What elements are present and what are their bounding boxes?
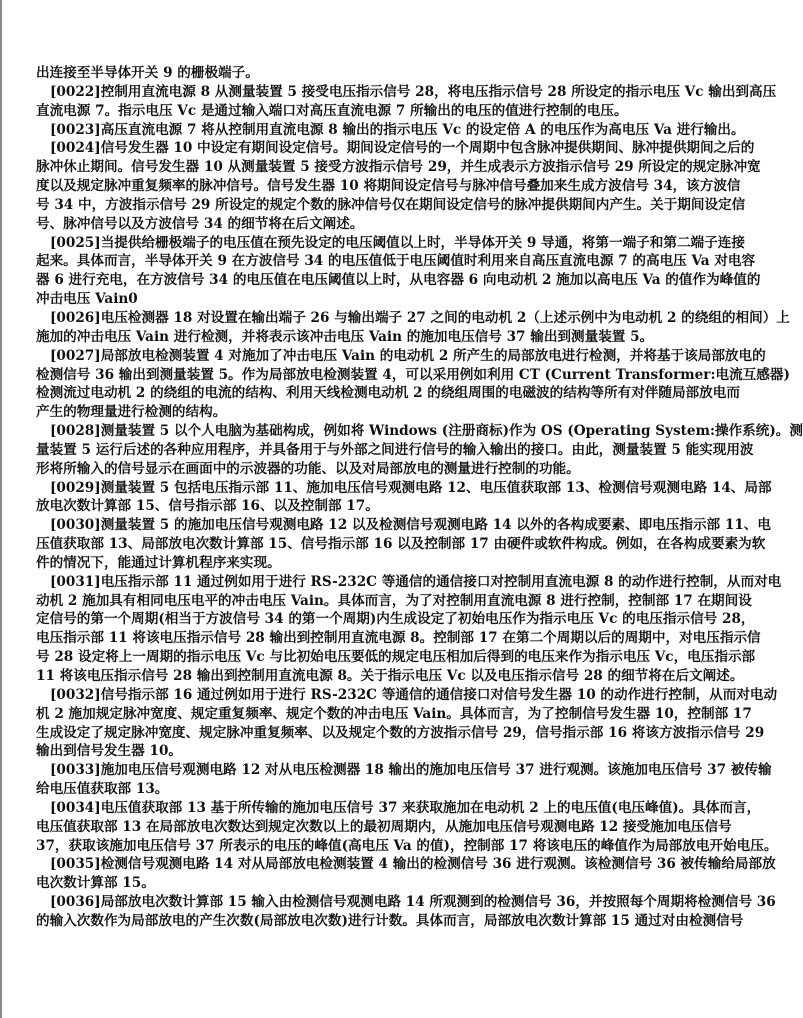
paragraph <box>36 422 803 479</box>
text-line: 37，获取该施加电压信号 37 所表示的电压的峰值(高电压 Va 的值)，控制部 17 将该电压的峰值作为局部放电开始电压。 <box>36 837 778 854</box>
text-line: [0025]当提供给栅极端子的电压值在预先设定的电压阈值以上时，半导体开关 9 导通，将第一端子和第二端子连接 <box>50 234 745 251</box>
text-line: 出连接至半导体开关 9 的栅极端子。 <box>36 65 259 81</box>
paragraph <box>36 893 776 931</box>
paragraph <box>36 855 776 893</box>
text-line: 生成设定了规定脉冲宽度、规定脉冲重复频率、以及规定个数的方波指示信号 29，信号指示部 16 将该方波指示信号 29 <box>36 724 765 741</box>
text-line: 器 6 进行充电，在方波信号 34 的电压值在电压阈值以上时，从电容器 6 向电动机 2 施加以高电压 Va 的值作为峰值的 <box>36 272 761 289</box>
text-line: 输出到信号发生器 10。 <box>36 743 182 760</box>
text-line: [0028]测量装置 5 以个人电脑为基础构成，例如将 Windows (注册商标)作为 OS (Operating System:操作系统)。测 <box>50 423 803 440</box>
paragraph <box>36 234 761 309</box>
text-line: 的输入次数作为局部放电的产生次数(局部放电次数)进行计数。具体而言，局部放电次数计算部 15 通过对由检测信号 <box>36 912 744 929</box>
paragraph <box>36 479 772 517</box>
text-line: [0029]测量装置 5 包括电压指示部 11、施加电压信号观测电路 12、电压值获取部 13、检测信号观测电路 14、局部 <box>50 479 772 496</box>
text-line: 电压指示部 11 将该电压指示信号 28 输出到控制用直流电源 8。控制部 17 在第二个周期以后的周期中，对电压指示信 <box>36 630 761 647</box>
text-line: [0032]信号指示部 16 通过例如用于进行 RS-232C 等通信的通信接口对信号发生器 10 的动作进行控制，从而对电动 <box>50 686 778 703</box>
document-body <box>36 64 803 931</box>
text-line: 产生的物理量进行检测的结构。 <box>36 404 227 421</box>
text-line: [0026]电压检测器 18 对设置在输出端子 26 与输出端子 27 之间的电动机 2（上述示例中为电动机 2 的绕组的相间）上 <box>50 309 790 326</box>
text-line: 11 将该电压指示信号 28 输出到控制用直流电源 8。关于指示电压 Vc 以及电压指示信号 28 的细节将在后文阐述。 <box>36 668 744 684</box>
text-line: 电压值获取部 13 在局部放电次数达到规定次数以上的最初周期内，从施加电压信号观测电路 12 接受施加电压信号 <box>36 818 732 835</box>
text-line: 动机 2 施加具有相同电压电平的冲击电压 Vain。具体而言，为了对控制用直流电源 8 进行控制，控制部 17 在期间设 <box>36 592 752 609</box>
text-line: [0035]检测信号观测电路 14 对从局部放电检测装置 4 输出的检测信号 36 进行观测。该检测信号 36 被传输给局部放 <box>50 856 776 873</box>
text-line: 号、脉冲信号以及方波信号 34 的细节将在后文阐述。 <box>36 215 364 232</box>
text-line: [0034]电压值获取部 13 基于所传输的施加电压信号 37 来获取施加在电动机 2 上的电压值(电压峰值)。具体而言， <box>50 799 761 816</box>
text-line: 脉冲休止期间。信号发生器 10 从测量装置 5 接受方波指示信号 29，并生成表示方波指示信号 29 所设定的规定脉冲宽 <box>36 159 761 176</box>
text-line: [0022]控制用直流电源 8 从测量装置 5 接受电压指示信号 28，将电压指示信号 28 所设定的指示电压 Vc 输出到高压 <box>50 83 777 100</box>
text-line: 压值获取部 13、局部放电次数计算部 15、信号指示部 16 以及控制部 17 由硬件或软件构成。例如，在各构成要素为软 <box>36 536 766 553</box>
text-line: [0036]局部放电次数计算部 15 输入由检测信号观测电路 14 所观测到的检测信号 36，并按照每个周期将检测信号 36 <box>50 894 776 911</box>
text-line: 起来。具体而言，半导体开关 9 在方波信号 34 的电压值低于电压阈值时利用来自高压直流电源 7 的高电压 Va 对电容 <box>36 253 756 270</box>
paragraph <box>36 573 782 686</box>
paragraph <box>36 139 761 233</box>
text-line: 电次数计算部 15。 <box>36 875 155 892</box>
text-line: [0027]局部放电检测装置 4 对施加了冲击电压 Vain 的电动机 2 所产生的局部放电进行检测，并将基于该局部放电的 <box>50 347 766 364</box>
text-line: 施加的冲击电压 Vain 进行检测，并将表示该冲击电压 Vain 的施加电压信号 37 输出到测量装置 5。 <box>36 328 654 345</box>
page-left-border <box>0 0 2 1018</box>
paragraph <box>36 64 688 83</box>
paragraph <box>36 799 778 856</box>
text-line: 直流电源 7。指示电压 Vc 是通过输入端口对高压直流电源 7 所输出的电压的值进行控制的电压。 <box>36 102 628 119</box>
paragraph <box>36 516 771 573</box>
text-line: 冲击电压 Vain0 <box>36 291 138 308</box>
text-line: [0030]测量装置 5 的施加电压信号观测电路 12 以及检测信号观测电路 14 以外的各构成要素、即电压指示部 11、电 <box>50 517 771 534</box>
text-line: 件的情况下，能通过计算机程序来实现。 <box>36 554 281 571</box>
text-line: 机 2 施加规定脉冲宽度、规定重复频率、规定个数的冲击电压 Vain。具体而言，为了控制信号发生器 10，控制部 17 <box>36 705 752 722</box>
text-line: 号 28 设定将上一周期的指示电压 Vc 与比初始电压要低的规定电压相加后得到的电压来作为指示电压 Vc，电压指示部 <box>36 649 756 666</box>
text-line: 度以及规定脉冲重复频率的脉冲信号。信号发生器 10 将期间设定信号与脉冲信号叠加来生成方波信号 34，该方波信 <box>36 178 741 195</box>
paragraph <box>36 686 778 761</box>
text-line: 给电压值获取部 13。 <box>36 781 169 798</box>
text-line: [0024]信号发生器 10 中设定有期间设定信号。期间设定信号的一个周期中包含脉冲提供期间、脉冲提供期间之后的 <box>50 140 755 157</box>
text-line: 定信号的第一个周期(相当于方波信号 34 的第一个周期)内生成设定了初始电压作为指示电压 Vc 的电压指示信号 28， <box>36 611 755 628</box>
text-line: [0031]电压指示部 11 通过例如用于进行 RS-232C 等通信的通信接口对控制用直流电源 8 的动作进行控制，从而对电 <box>50 573 782 590</box>
text-line: [0033]施加电压信号观测电路 12 对从电压检测器 18 输出的施加电压信号 37 进行观测。该施加电压信号 37 被传输 <box>50 762 772 779</box>
text-line: 检测信号 36 输出到测量装置 5。作为局部放电检测装置 4，可以采用例如利用 CT (Current Transformer:电流互感器) <box>36 366 790 383</box>
paragraph <box>36 309 790 347</box>
text-line: 检测流过电动机 2 的绕组的电流的结构、利用天线检测电动机 2 的绕组周围的电磁波的结构等所有对伴随局部放电而 <box>36 385 740 402</box>
text-line: 量装置 5 运行后述的各种应用程序，并具备用于与外部之间进行信号的输入输出的接口。由此，测量装置 5 能实现用波 <box>36 441 754 458</box>
text-line: [0023]高压直流电源 7 将从控制用直流电源 8 输出的指示电压 Vc 的设定倍 A 的电压作为高电压 Va 进行输出。 <box>50 121 745 138</box>
text-line: 形将所输入的信号显示在画面中的示波器的功能、以及对局部放电的测量进行控制的功能。 <box>36 460 580 477</box>
paragraph <box>36 347 790 422</box>
text-line: 号 34 中，方波指示信号 29 所设定的规定个数的脉冲信号仅在期间设定信号的脉冲提供期间内产生。关于期间设定信 <box>36 196 746 213</box>
text-line: 放电次数计算部 15、信号指示部 16、以及控制部 17。 <box>36 498 379 515</box>
paragraph <box>36 83 777 121</box>
paragraph <box>36 121 745 140</box>
paragraph <box>36 761 772 799</box>
